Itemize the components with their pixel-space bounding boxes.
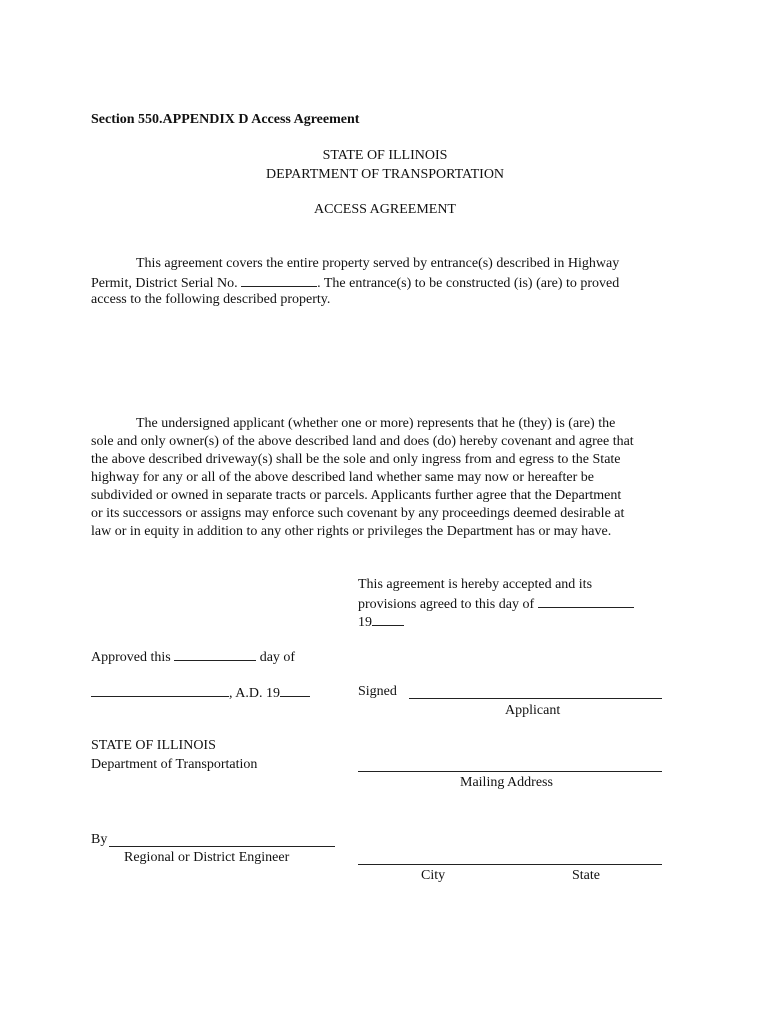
ad-year-field[interactable] xyxy=(280,683,310,697)
acceptance-line1: This agreement is hereby accepted and its xyxy=(358,577,593,592)
approved-label: Approved this xyxy=(91,650,171,665)
by-label: By xyxy=(91,832,108,847)
state-label: State xyxy=(572,868,600,883)
header-department: DEPARTMENT OF TRANSPORTATION xyxy=(265,167,505,182)
applicant-signature-line[interactable] xyxy=(409,698,662,699)
paragraph1-line2 xyxy=(91,273,619,293)
approved-day-field[interactable] xyxy=(174,647,256,661)
section-heading: Section 550.APPENDIX D Access Agreement xyxy=(91,112,360,127)
acceptance-day-label: provisions agreed to this day of xyxy=(358,597,535,612)
header-state: STATE OF ILLINOIS xyxy=(322,148,448,163)
acceptance-year-field[interactable] xyxy=(372,612,404,626)
city-state-line[interactable] xyxy=(358,864,662,865)
permit-serial-label: Permit, District Serial No. xyxy=(91,276,238,291)
approval-state: STATE OF ILLINOIS xyxy=(91,738,216,753)
ad-label: , A.D. 19 xyxy=(229,686,280,701)
approved-month-field[interactable] xyxy=(91,683,229,697)
acceptance-line2 xyxy=(358,594,634,614)
paragraph2-line6: or its successors or assigns may enforce such covenant by any proceedings deemed desirable at xyxy=(91,506,625,521)
acceptance-day-field[interactable] xyxy=(538,594,634,608)
document-title: ACCESS AGREEMENT xyxy=(314,202,456,217)
paragraph2-line4: highway for any or all of the above described land whether same may now or hereafter be xyxy=(91,470,595,485)
city-label: City xyxy=(421,868,446,883)
engineer-label: Regional or District Engineer xyxy=(124,850,290,865)
paragraph2-line3: the above described driveway(s) shall be the sole and only ingress from and egress to the State xyxy=(91,452,621,467)
approval-department: Department of Transportation xyxy=(91,757,258,772)
approved-line xyxy=(91,647,295,667)
applicant-label: Applicant xyxy=(505,703,561,718)
engineer-signature-line[interactable] xyxy=(109,846,335,847)
paragraph1-line1: This agreement covers the entire property served by entrance(s) described in Highway xyxy=(136,256,620,271)
paragraph2-line1: The undersigned applicant (whether one or more) represents that he (they) is (are) the xyxy=(136,416,616,431)
approved-day-of: day of xyxy=(259,650,296,665)
acceptance-year-label: 19 xyxy=(358,615,372,630)
mailing-address-line[interactable] xyxy=(358,771,662,772)
mailing-address-label: Mailing Address xyxy=(460,775,553,790)
ad-line xyxy=(91,683,310,703)
paragraph1-line2-rest: . The entrance(s) to be constructed (is) (are) to proved xyxy=(317,276,620,291)
paragraph1-line3: access to the following described property. xyxy=(91,292,331,307)
acceptance-line3 xyxy=(358,612,404,632)
paragraph2-line2: sole and only owner(s) of the above described land and does (do) hereby covenant and agree that xyxy=(91,434,634,449)
paragraph2-line5: subdivided or owned in separate tracts or parcels. Applicants further agree that the Department xyxy=(91,488,622,503)
serial-number-field[interactable] xyxy=(241,273,317,287)
paragraph2-line7: law or in equity in addition to any other rights or privileges the Department has or may have. xyxy=(91,524,612,539)
signed-label: Signed xyxy=(358,684,397,699)
